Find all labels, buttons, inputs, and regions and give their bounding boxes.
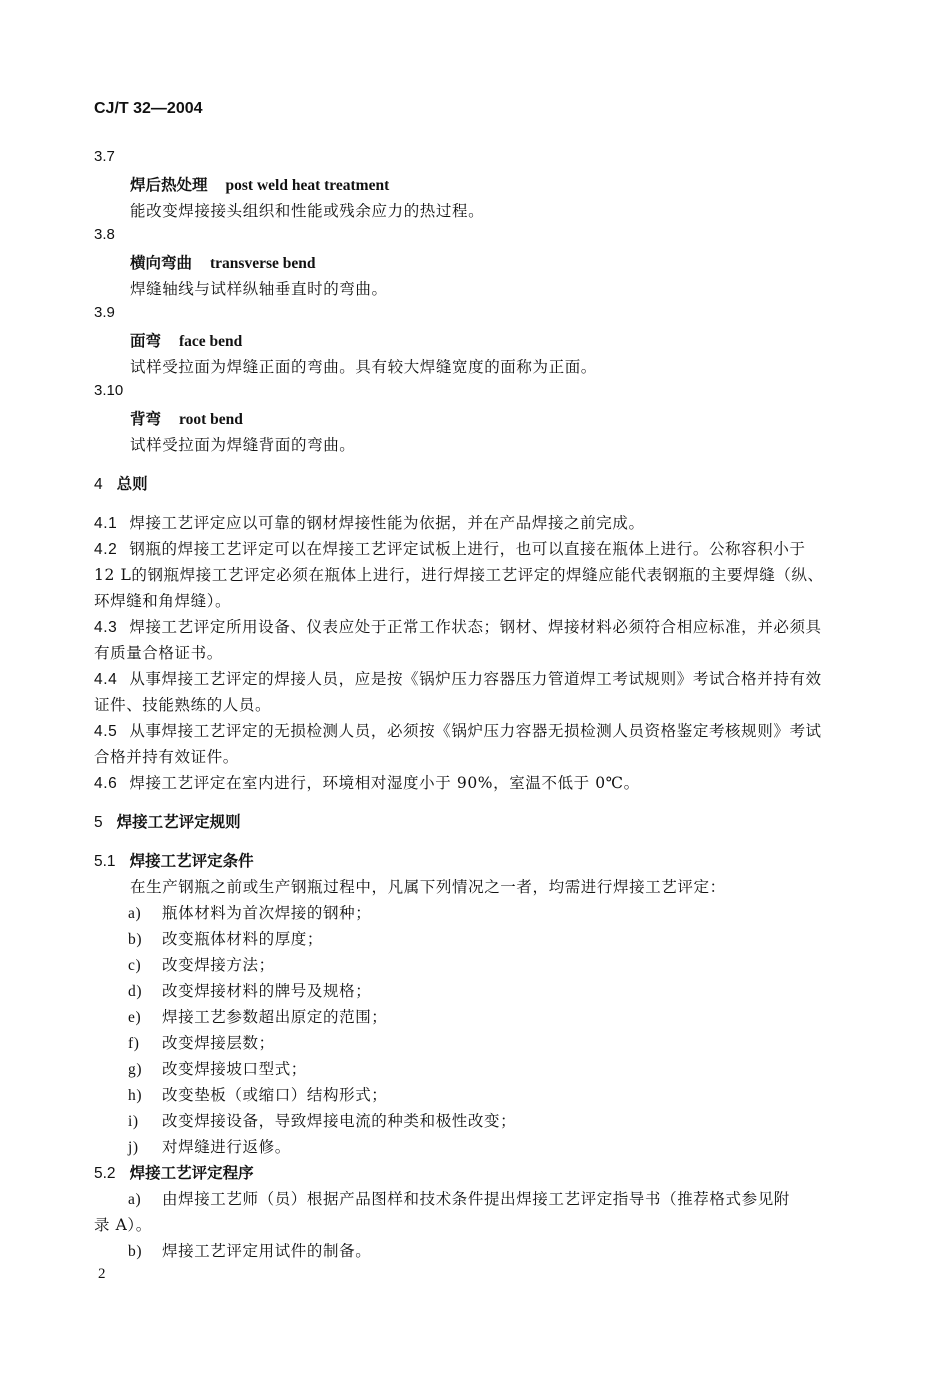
clause-text: 焊接工艺评定应以可靠的钢材焊接性能为依据，并在产品焊接之前完成。: [129, 514, 645, 532]
clause-number: 4.4: [94, 671, 118, 688]
list-item: [128, 927, 323, 949]
list-marker: b): [128, 931, 143, 948]
term-title: [130, 251, 316, 273]
list-item-text: 改变垫板（或缩口）结构形式；: [162, 1086, 388, 1104]
standard-code: CJ/T 32—2004: [94, 100, 203, 117]
page-number: 2: [98, 1266, 106, 1282]
section-number: 5: [94, 814, 103, 831]
subsection-heading: [94, 849, 254, 871]
clause-text: 从事焊接工艺评定的无损检测人员，必须按《锅炉压力容器无损检测人员资格鉴定考核规则》考试: [129, 722, 822, 740]
list-item-text: 瓶体材料为首次焊接的钢种；: [162, 904, 372, 922]
list-marker: g): [128, 1061, 143, 1078]
list-marker: a): [128, 1191, 142, 1208]
list-item-text: 改变焊接层数；: [162, 1034, 275, 1052]
clause-text: 有质量合格证书。: [94, 644, 223, 662]
list-marker: h): [128, 1087, 143, 1104]
list-item: [128, 953, 275, 975]
clause-text: 环焊缝和角焊缝）。: [94, 592, 232, 610]
list-marker: i): [128, 1113, 139, 1130]
list-item-text: 改变焊接方法；: [162, 956, 275, 974]
list-item-text: 由焊接工艺师（员）根据产品图样和技术条件提出焊接工艺评定指导书（推荐格式参见附: [162, 1190, 790, 1208]
list-marker: d): [128, 983, 143, 1000]
list-item-text: 焊接工艺评定用试件的制备。: [162, 1242, 372, 1260]
subsection-intro: 在生产钢瓶之前或生产钢瓶过程中，凡属下列情况之一者，均需进行焊接工艺评定：: [130, 878, 726, 896]
list-item-text: 改变焊接设备，导致焊接电流的种类和极性改变；: [162, 1112, 517, 1130]
clause: [94, 511, 645, 533]
term-title: [130, 407, 243, 429]
section-title: 总则: [116, 474, 148, 493]
list-item: [128, 979, 371, 1001]
clause-text: 焊接工艺评定所用设备、仪表应处于正常工作状态；钢材、焊接材料必须符合相应标准，并必须具: [129, 618, 822, 636]
subsection-number: 5.2: [94, 1165, 116, 1182]
list-marker: j): [128, 1139, 139, 1156]
section-heading: [94, 810, 241, 832]
term-chinese: 焊后热处理: [130, 175, 208, 194]
clause-number: 4.2: [94, 541, 118, 558]
list-item-text: 焊接工艺参数超出原定的范围；: [162, 1008, 388, 1026]
term-english: root bend: [179, 411, 243, 428]
term-definition: 试样受拉面为焊缝背面的弯曲。: [130, 436, 356, 454]
list-item: [128, 1057, 307, 1079]
term-english: face bend: [179, 333, 243, 350]
clause-text: 焊接工艺评定在室内进行，环境相对湿度小于 90%，室温不低于 0℃。: [129, 774, 640, 792]
clause: [94, 719, 822, 741]
subsection-number: 5.1: [94, 853, 116, 870]
clause-number: 4.3: [94, 619, 118, 636]
term-number: 3.9: [94, 304, 115, 321]
list-item: [128, 1187, 790, 1209]
clause-text: 12 L的钢瓶焊接工艺评定必须在瓶体上进行，进行焊接工艺评定的焊缝应能代表钢瓶的主要焊缝（纵、: [94, 566, 824, 584]
list-item: [128, 1239, 371, 1261]
clause-text: 钢瓶的焊接工艺评定可以在焊接工艺评定试板上进行，也可以直接在瓶体上进行。公称容积小于: [129, 540, 806, 558]
term-number: 3.8: [94, 226, 115, 243]
term-number: 3.7: [94, 148, 115, 165]
list-item-text: 改变焊接材料的牌号及规格；: [162, 982, 372, 1000]
subsection-heading: [94, 1161, 254, 1183]
list-item: [128, 1005, 387, 1027]
subsection-title: 焊接工艺评定条件: [129, 851, 254, 870]
list-item: [128, 901, 371, 923]
section-heading: [94, 472, 148, 494]
clause-number: 4.6: [94, 775, 118, 792]
term-english: post weld heat treatment: [225, 177, 390, 194]
clause-text: 合格并持有效证件。: [94, 748, 239, 766]
section-title: 焊接工艺评定规则: [116, 812, 241, 831]
term-definition: 能改变焊接接头组织和性能或残余应力的热过程。: [130, 202, 485, 220]
subsection-title: 焊接工艺评定程序: [129, 1163, 254, 1182]
list-marker: a): [128, 905, 142, 922]
list-item-text: 改变焊接坡口型式；: [162, 1060, 307, 1078]
list-marker: e): [128, 1009, 142, 1026]
clause-number: 4.1: [94, 515, 118, 532]
list-marker: c): [128, 957, 142, 974]
clause: [94, 537, 806, 559]
list-item: [128, 1083, 387, 1105]
clause-text: 证件、技能熟练的人员。: [94, 696, 272, 714]
term-number: 3.10: [94, 382, 124, 399]
term-english: transverse bend: [210, 255, 316, 272]
term-chinese: 横向弯曲: [130, 253, 193, 272]
section-number: 4: [94, 476, 103, 493]
term-chinese: 背弯: [130, 409, 162, 428]
clause: [94, 615, 822, 637]
list-item: [128, 1109, 516, 1131]
list-item-continuation: 录 A）。: [94, 1216, 152, 1234]
list-marker: f): [128, 1035, 140, 1052]
clause-text: 从事焊接工艺评定的焊接人员，应是按《锅炉压力容器压力管道焊工考试规则》考试合格并持有效: [129, 670, 822, 688]
term-title: [130, 173, 389, 195]
term-definition: 试样受拉面为焊缝正面的弯曲。具有较大焊缝宽度的面称为正面。: [130, 358, 597, 376]
term-definition: 焊缝轴线与试样纵轴垂直时的弯曲。: [130, 280, 388, 298]
clause-number: 4.5: [94, 723, 118, 740]
list-item: [128, 1135, 291, 1157]
clause: [94, 667, 822, 689]
list-marker: b): [128, 1243, 143, 1260]
list-item-text: 改变瓶体材料的厚度；: [162, 930, 324, 948]
list-item-text: 对焊缝进行返修。: [162, 1138, 291, 1156]
list-item: [128, 1031, 275, 1053]
term-title: [130, 329, 242, 351]
term-chinese: 面弯: [130, 331, 162, 350]
clause: [94, 771, 640, 793]
